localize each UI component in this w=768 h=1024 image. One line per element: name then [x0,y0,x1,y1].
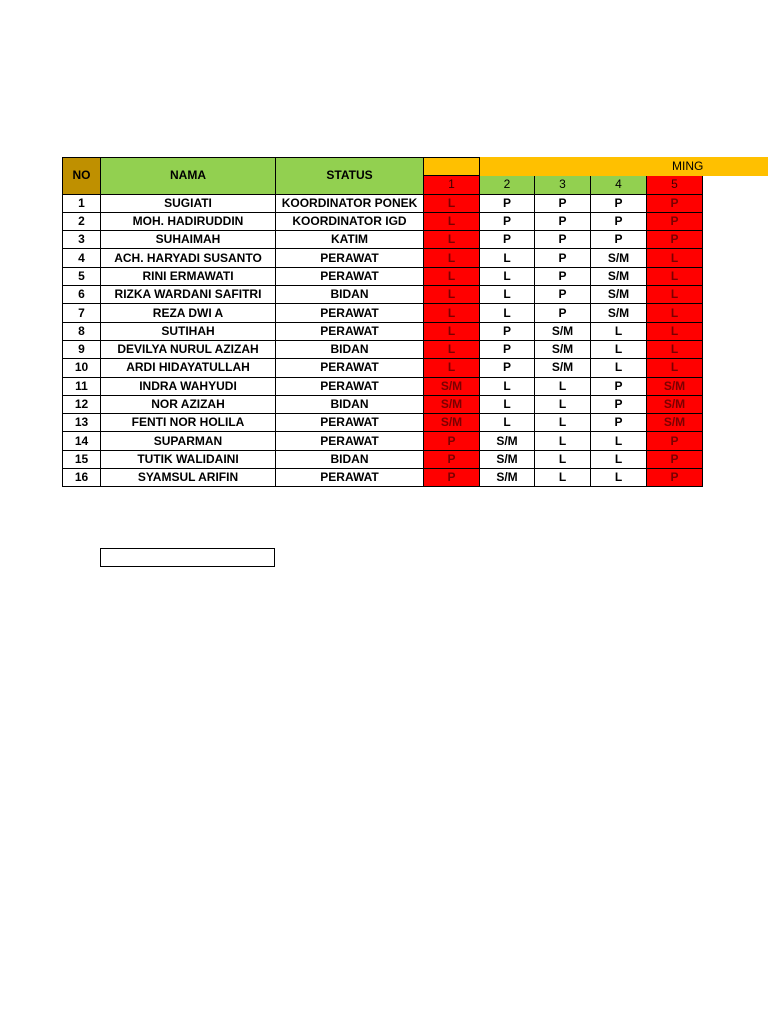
status-cell: PERAWAT [276,322,424,340]
name-cell: ARDI HIDAYATULLAH [101,359,276,377]
shift-cell: L [480,249,535,267]
status-cell: KOORDINATOR PONEK [276,194,424,212]
shift-cell: S/M [480,469,535,487]
day-header: 2 [480,176,535,194]
shift-cell: L [591,432,647,450]
shift-cell: L [480,286,535,304]
shift-cell: L [647,359,703,377]
shift-cell: S/M [591,304,647,322]
shift-cell: S/M [647,395,703,413]
name-cell: ACH. HARYADI SUSANTO [101,249,276,267]
shift-cell: S/M [535,322,591,340]
shift-cell: P [480,359,535,377]
day-header: 5 [647,176,703,194]
name-cell: MOH. HADIRUDDIN [101,212,276,230]
row-number-cell: 10 [63,359,101,377]
row-number-cell: 5 [63,267,101,285]
shift-cell: S/M [591,267,647,285]
shift-cell: L [647,340,703,358]
schedule-body [63,194,703,487]
table-row [63,267,703,285]
table-row [63,395,703,413]
shift-cell: L [424,286,480,304]
row-number-cell: 8 [63,322,101,340]
shift-cell: L [424,194,480,212]
empty-cell-box [100,548,275,567]
shift-cell: P [591,212,647,230]
shift-cell: L [591,322,647,340]
shift-cell: S/M [480,450,535,468]
shift-cell: L [647,304,703,322]
shift-cell: L [480,395,535,413]
table-row [63,322,703,340]
status-cell: PERAWAT [276,414,424,432]
shift-cell: P [535,286,591,304]
shift-cell: S/M [424,377,480,395]
shift-cell: S/M [535,340,591,358]
name-cell: SUHAIMAH [101,231,276,249]
shift-cell: P [535,304,591,322]
schedule-table [62,157,703,487]
shift-cell: L [647,249,703,267]
shift-cell: L [647,286,703,304]
status-cell: BIDAN [276,395,424,413]
row-number-cell: 13 [63,414,101,432]
shift-cell: L [535,377,591,395]
table-row [63,340,703,358]
row-number-cell: 3 [63,231,101,249]
name-cell: SUGIATI [101,194,276,212]
row-number-cell: 16 [63,469,101,487]
shift-cell: L [424,340,480,358]
status-cell: PERAWAT [276,304,424,322]
shift-cell: P [535,194,591,212]
name-cell: SUTIHAH [101,322,276,340]
shift-cell: P [591,231,647,249]
table-row [63,432,703,450]
status-cell: KATIM [276,231,424,249]
status-cell: BIDAN [276,340,424,358]
status-cell: PERAWAT [276,267,424,285]
shift-cell: L [591,450,647,468]
shift-cell: P [591,395,647,413]
shift-cell: L [535,450,591,468]
shift-cell: L [480,377,535,395]
shift-cell: L [424,212,480,230]
status-cell: PERAWAT [276,469,424,487]
row-number-cell: 9 [63,340,101,358]
table-row [63,231,703,249]
shift-cell: P [480,231,535,249]
row-number-cell: 7 [63,304,101,322]
name-cell: NOR AZIZAH [101,395,276,413]
shift-cell: L [480,304,535,322]
table-row [63,249,703,267]
day-header: 4 [591,176,647,194]
status-cell: PERAWAT [276,377,424,395]
shift-cell: P [591,414,647,432]
row-number-cell: 6 [63,286,101,304]
shift-cell: P [480,194,535,212]
shift-cell: P [424,432,480,450]
shift-cell: P [480,212,535,230]
name-cell: RIZKA WARDANI SAFITRI [101,286,276,304]
day-header: 3 [535,176,591,194]
row-number-cell: 15 [63,450,101,468]
table-row [63,377,703,395]
status-column-header: STATUS [276,158,424,195]
shift-cell: S/M [535,359,591,377]
shift-cell: P [535,267,591,285]
shift-cell: L [424,267,480,285]
day-header: 1 [424,176,480,194]
shift-cell: L [535,414,591,432]
status-cell: BIDAN [276,286,424,304]
row-number-cell: 4 [63,249,101,267]
shift-cell: S/M [591,249,647,267]
shift-cell: P [424,450,480,468]
shift-cell: P [535,212,591,230]
shift-cell: L [424,359,480,377]
shift-cell: P [535,249,591,267]
row-number-cell: 2 [63,212,101,230]
nama-column-header: NAMA [101,158,276,195]
shift-cell: L [424,304,480,322]
shift-cell: L [535,432,591,450]
shift-cell: P [535,231,591,249]
shift-cell: P [480,340,535,358]
shift-cell: S/M [480,432,535,450]
shift-cell: L [424,322,480,340]
shift-cell: L [424,231,480,249]
shift-cell: L [647,322,703,340]
shift-cell: L [647,267,703,285]
shift-cell: P [647,212,703,230]
table-row [63,286,703,304]
shift-cell: S/M [424,414,480,432]
table-row [63,194,703,212]
shift-cell: L [535,469,591,487]
shift-cell: P [591,194,647,212]
row-number-cell: 11 [63,377,101,395]
shift-cell: P [591,377,647,395]
shift-cell: L [591,469,647,487]
shift-cell: P [480,322,535,340]
no-column-header: NO [63,158,101,195]
table-row [63,359,703,377]
row-number-cell: 1 [63,194,101,212]
shift-cell: S/M [424,395,480,413]
name-cell: TUTIK WALIDAINI [101,450,276,468]
shift-cell: P [647,432,703,450]
shift-cell: L [480,267,535,285]
name-cell: SUPARMAN [101,432,276,450]
status-cell: PERAWAT [276,249,424,267]
shift-cell: P [647,469,703,487]
name-cell: INDRA WAHYUDI [101,377,276,395]
status-cell: PERAWAT [276,432,424,450]
shift-cell: S/M [647,377,703,395]
shift-cell: P [424,469,480,487]
shift-cell: P [647,231,703,249]
shift-cell: S/M [591,286,647,304]
period-label: MING [480,157,768,176]
status-cell: BIDAN [276,450,424,468]
shift-cell: P [647,194,703,212]
status-cell: PERAWAT [276,359,424,377]
table-row [63,469,703,487]
status-cell: KOORDINATOR IGD [276,212,424,230]
name-cell: SYAMSUL ARIFIN [101,469,276,487]
name-cell: REZA DWI A [101,304,276,322]
table-row [63,450,703,468]
name-cell: FENTI NOR HOLILA [101,414,276,432]
shift-cell: L [424,249,480,267]
table-row [63,212,703,230]
shift-cell: P [647,450,703,468]
shift-cell: L [591,340,647,358]
shift-cell: S/M [647,414,703,432]
period-header-blank [424,158,480,176]
row-number-cell: 14 [63,432,101,450]
shift-cell: L [591,359,647,377]
name-cell: RINI ERMAWATI [101,267,276,285]
shift-cell: L [535,395,591,413]
table-row [63,304,703,322]
shift-cell: L [480,414,535,432]
table-row [63,414,703,432]
name-cell: DEVILYA NURUL AZIZAH [101,340,276,358]
row-number-cell: 12 [63,395,101,413]
